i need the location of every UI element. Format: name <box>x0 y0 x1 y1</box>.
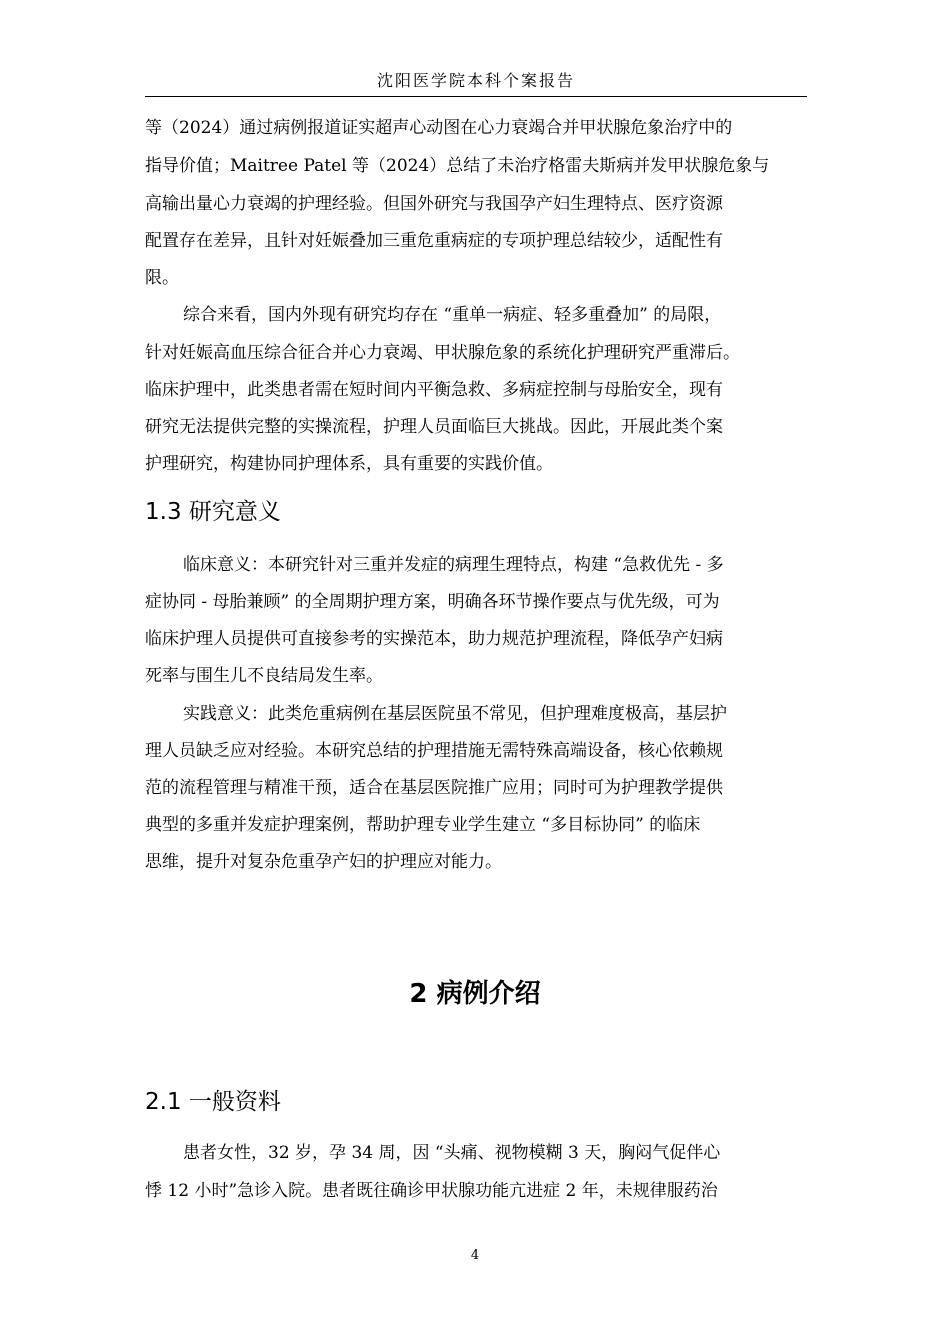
paragraph-line: 高输出量心力衰竭的护理经验。但国外研究与我国孕产妇生理特点、医疗资源 <box>145 194 723 214</box>
paragraph-line: 悸 12 小时”急诊入院。患者既往确诊甲状腺功能亢进症 2 年，未规律服药治 <box>145 1181 718 1201</box>
paragraph-line: 临床护理中，此类患者需在短时间内平衡急救、多病症控制与母胎安全，现有 <box>145 380 723 400</box>
paragraph-line: 症协同 - 母胎兼顾” 的全周期护理方案，明确各环节操作要点与优先级，可为 <box>145 592 720 612</box>
paragraph-line: 思维，提升对复杂危重孕产妇的护理应对能力。 <box>145 852 502 872</box>
paragraph-line: 患者女性，32 岁，孕 34 周，因 “头痛、视物模糊 3 天，胸闷气促伴心 <box>183 1143 721 1163</box>
paragraph-line: 护理研究，构建协同护理体系，具有重要的实践价值。 <box>145 454 553 474</box>
paragraph-line: 限。 <box>145 268 179 288</box>
paragraph-line: 典型的多重并发症护理案例，帮助护理专业学生建立 “多目标协同” 的临床 <box>145 815 701 835</box>
paragraph-line: 理人员缺乏应对经验。本研究总结的护理措施无需特殊高端设备，核心依赖规 <box>145 741 723 761</box>
paragraph-line: 等（2024）通过病例报道证实超声心动图在心力衰竭合并甲状腺危象治疗中的 <box>145 118 733 138</box>
page-number: 4 <box>470 1248 480 1263</box>
paragraph-line: 指导价值；Maitree Patel 等（2024）总结了未治疗格雷夫斯病并发甲状腺危象与 <box>145 156 770 176</box>
paragraph-line: 死率与围生儿不良结局发生率。 <box>145 666 383 686</box>
section-heading-1-3: 1.3 研究意义 <box>145 499 281 525</box>
section-heading-2-1: 2.1 一般资料 <box>145 1089 281 1115</box>
paragraph-line: 实践意义：此类危重病例在基层医院虽不常见，但护理难度极高，基层护 <box>183 704 727 724</box>
chapter-heading-2: 2 病例介绍 <box>409 979 541 1009</box>
paragraph-line: 临床护理人员提供可直接参考的实操范本，助力规范护理流程，降低孕产妇病 <box>145 629 723 649</box>
paragraph-line: 配置存在差异，且针对妊娠叠加三重危重病症的专项护理总结较少，适配性有 <box>145 231 723 251</box>
paragraph-line: 临床意义：本研究针对三重并发症的病理生理特点，构建 “急救优先 - 多 <box>183 555 724 575</box>
paragraph-line: 范的流程管理与精准干预，适合在基层医院推广应用；同时可为护理教学提供 <box>145 778 723 798</box>
paragraph-line: 研究无法提供完整的实操流程，护理人员面临巨大挑战。因此，开展此类个案 <box>145 417 723 437</box>
paragraph-line: 综合来看，国内外现有研究均存在 “重单一病症、轻多重叠加” 的局限， <box>183 305 722 325</box>
paragraph-line: 针对妊娠高血压综合征合并心力衰竭、甲状腺危象的系统化护理研究严重滞后。 <box>145 343 740 363</box>
page-header: 沈阳医学院本科个案报告 <box>145 68 807 97</box>
